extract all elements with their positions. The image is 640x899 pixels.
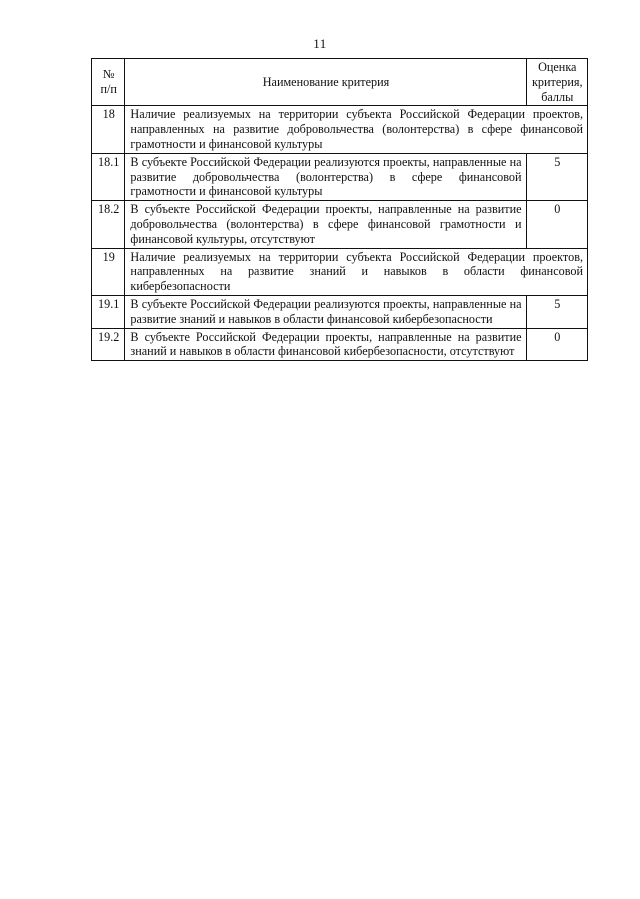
row-number: 18.2: [92, 201, 125, 248]
row-score: 5: [526, 295, 587, 328]
table-row: [92, 328, 588, 361]
header-score-line2: критерия,: [531, 74, 583, 89]
header-number: [92, 59, 125, 106]
row-criterion-name: В субъекте Российской Федерации проекты, направленные на развитие добровольчества (волонтерства) в сфере финансовой грамотности и финансовой культуры, отсутствуют: [125, 201, 526, 248]
header-number-line1: №: [102, 67, 115, 82]
header-number-line2: п/п: [100, 82, 117, 97]
row-number: 18: [92, 106, 125, 153]
row-criterion-name: Наличие реализуемых на территории субъекта Российской Федерации проектов, направленных на развитие знаний и навыков в области финансовой кибербезопасности: [125, 248, 588, 295]
row-number: 19.2: [92, 328, 125, 361]
page-number: 11: [313, 36, 327, 51]
row-criterion-name: В субъекте Российской Федерации реализуются проекты, направленные на развитие знаний и навыков в области финансовой кибербезопасности: [125, 295, 526, 328]
row-criterion-name: В субъекте Российской Федерации реализуются проекты, направленные на развитие добровольчества (волонтерства) в сфере финансовой грамотности и финансовой культуры: [125, 153, 526, 200]
table-row: [92, 248, 588, 295]
header-score: [526, 59, 587, 106]
header-score-line1: Оценка: [538, 60, 577, 74]
row-number: 19: [92, 248, 125, 295]
row-score: 0: [526, 328, 587, 361]
criteria-table: [91, 58, 588, 361]
table-row: [92, 201, 588, 248]
table-header-row: [92, 59, 588, 106]
header-criterion-name: Наименование критерия: [125, 59, 526, 106]
row-criterion-name: В субъекте Российской Федерации проекты, направленные на развитие знаний и навыков в области финансовой кибербезопасности, отсутствуют: [125, 328, 526, 361]
row-number: 18.1: [92, 153, 125, 200]
row-number: 19.1: [92, 295, 125, 328]
row-criterion-name: Наличие реализуемых на территории субъекта Российской Федерации проектов, направленных на развитие добровольчества (волонтерства) в сфере финансовой грамотности и финансовой культуры: [125, 106, 588, 153]
table-row: [92, 295, 588, 328]
row-score: 5: [526, 153, 587, 200]
row-score: 0: [526, 201, 587, 248]
header-score-line3: баллы: [541, 89, 574, 104]
table-row: [92, 106, 588, 153]
table-row: [92, 153, 588, 200]
